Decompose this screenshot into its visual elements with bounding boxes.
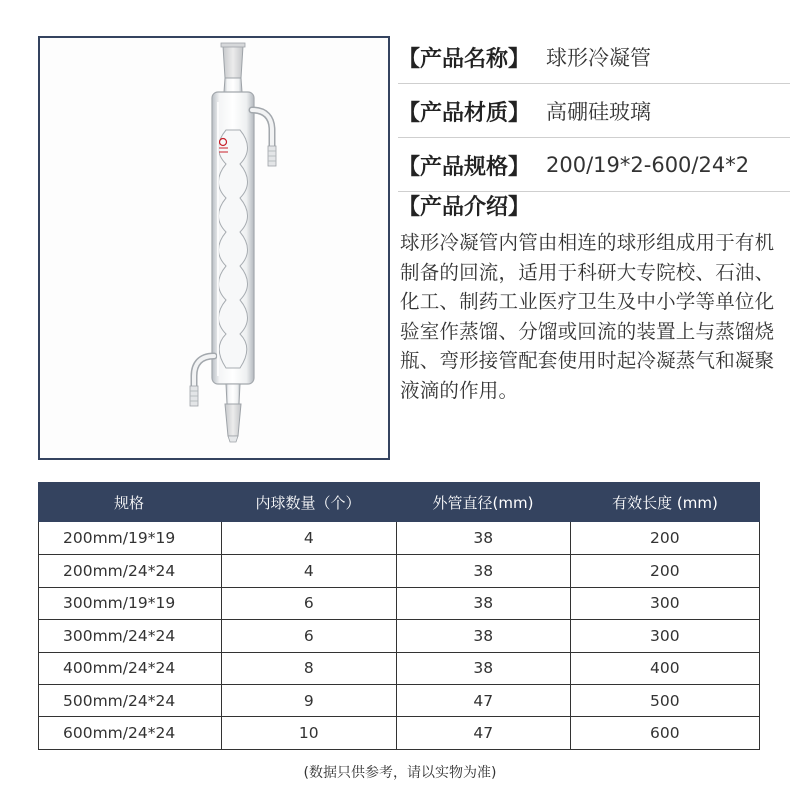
table-row <box>39 619 759 651</box>
info-label: 【产品材质】 <box>398 100 531 126</box>
table-body <box>38 522 760 750</box>
table-row <box>39 716 759 748</box>
table-header-cell: 内球数量（个） <box>255 493 361 512</box>
table-cell: 38 <box>396 588 570 619</box>
table-cell: 300 <box>570 620 759 651</box>
table-cell: 400 <box>570 653 759 684</box>
table-header-row <box>38 482 760 522</box>
table-cell: 47 <box>396 685 570 716</box>
intro-text: 球形冷凝管内管由相连的球形组成用于有机制备的回流，适用于科研大专院校、石油、化工、制药工业医疗卫生及中小学等单位化验室作蒸馏、分馏或回流的装置上与蒸馏烧瓶、弯形接管配套使用时起冷凝蒸气和凝聚液滴的作用。 <box>400 231 775 402</box>
table-cell: 9 <box>221 685 397 716</box>
table-cell: 8 <box>221 653 397 684</box>
table-header-cell: 有效长度 (mm) <box>612 493 718 512</box>
table-cell: 400mm/24*24 <box>63 659 176 678</box>
table-cell: 47 <box>396 717 570 748</box>
info-row-name <box>398 30 798 84</box>
table-cell: 300 <box>570 588 759 619</box>
table-cell: 6 <box>221 620 397 651</box>
table-cell: 10 <box>221 717 397 748</box>
table-cell: 38 <box>396 620 570 651</box>
table-row <box>39 522 759 554</box>
disclaimer-note: (数据只供参考，请以实物为准) <box>303 765 497 781</box>
table-cell: 200 <box>570 522 759 554</box>
table-cell: 200mm/24*24 <box>63 562 176 581</box>
table-row <box>39 587 759 619</box>
info-value: 球形冷凝管 <box>546 46 652 70</box>
info-row-material <box>398 84 798 138</box>
info-value: 高硼硅玻璃 <box>546 100 652 124</box>
table-cell: 600mm/24*24 <box>63 724 176 743</box>
intro-title: 【产品介绍】 <box>398 195 531 220</box>
table-cell: 4 <box>221 555 397 586</box>
table-cell: 38 <box>396 522 570 554</box>
table-cell: 200mm/19*19 <box>63 529 176 548</box>
table-cell: 6 <box>221 588 397 619</box>
table-cell: 38 <box>396 653 570 684</box>
info-label: 【产品规格】 <box>398 154 531 180</box>
product-photo <box>38 36 390 460</box>
table-cell: 500 <box>570 685 759 716</box>
condenser-glass-illustration-icon <box>40 38 388 458</box>
table-row <box>39 554 759 586</box>
info-value: 200/19*2-600/24*2 <box>546 153 750 177</box>
table-row <box>39 652 759 684</box>
table-header-cell: 外管直径(mm) <box>432 493 534 512</box>
table-cell: 500mm/24*24 <box>63 691 176 710</box>
table-row <box>39 684 759 716</box>
table-header-cell: 规格 <box>113 493 144 512</box>
info-row-spec <box>398 138 798 192</box>
product-info-panel <box>398 30 798 192</box>
table-cell: 38 <box>396 555 570 586</box>
info-label: 【产品名称】 <box>398 46 531 72</box>
table-cell: 300mm/19*19 <box>63 594 176 613</box>
table-cell: 200 <box>570 555 759 586</box>
table-cell: 300mm/24*24 <box>63 626 176 645</box>
spec-table <box>38 482 760 750</box>
table-cell: 4 <box>221 522 397 554</box>
table-cell: 600 <box>570 717 759 748</box>
